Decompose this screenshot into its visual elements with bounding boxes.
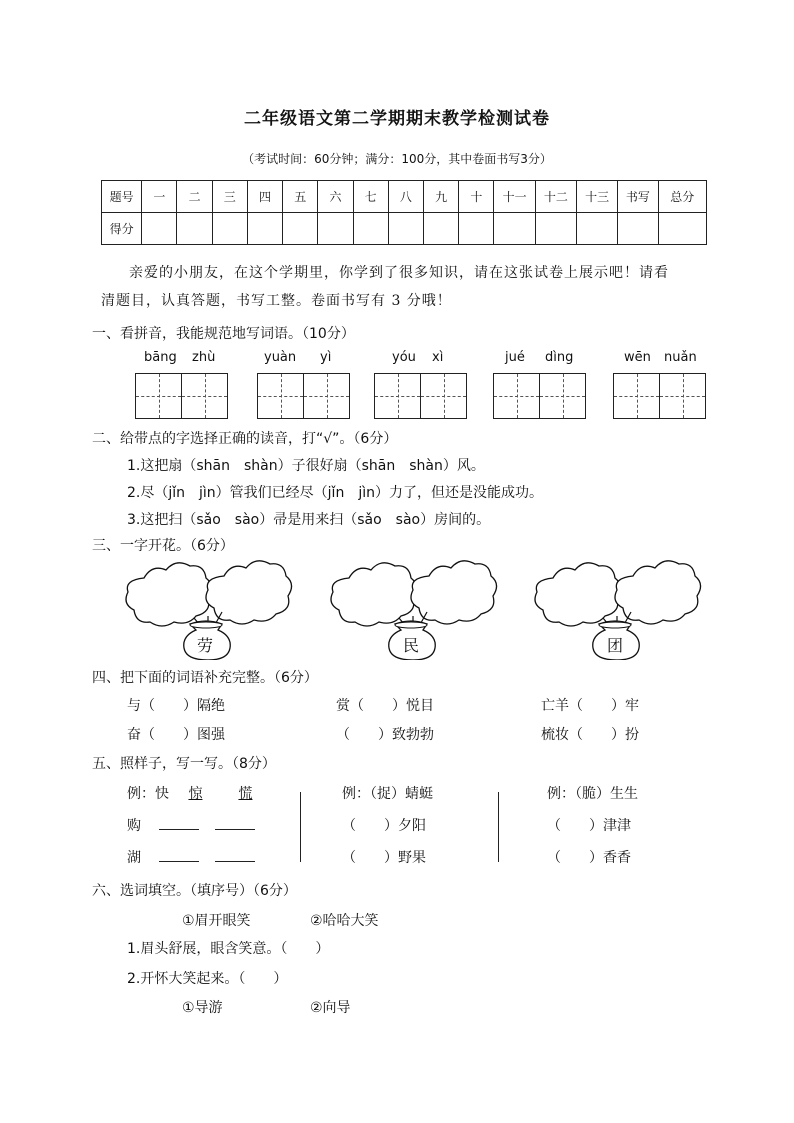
pinyin-5b: nuǎn xyxy=(664,350,697,365)
score-cell[interactable] xyxy=(618,213,658,245)
exercise-char: 湖 xyxy=(127,850,141,866)
flower-char-2: 民 xyxy=(403,636,420,655)
score-cell[interactable] xyxy=(353,213,388,245)
writing-grid[interactable] xyxy=(257,373,350,419)
fill-phrase: 赏（ ）悦目 xyxy=(336,698,434,714)
section-6-heading: 六、选词填空。（填序号）（6分） xyxy=(92,883,297,899)
option: ②向导 xyxy=(310,1000,351,1016)
answer-blank[interactable] xyxy=(215,847,255,862)
pinyin-2b: yì xyxy=(320,350,332,365)
score-header-cell: 十二 xyxy=(535,181,576,213)
pinyin-3b: xì xyxy=(432,350,444,365)
exercise-row: （ ）香香 xyxy=(547,850,631,866)
answer-blank[interactable] xyxy=(215,815,255,830)
answer-blank[interactable] xyxy=(159,847,199,862)
score-header-cell: 五 xyxy=(283,181,318,213)
section-5-heading: 五、照样子，写一写。（8分） xyxy=(92,756,276,772)
score-header-cell: 十三 xyxy=(576,181,617,213)
cloud-shape xyxy=(615,561,701,624)
fill-phrase: 亡羊（ ）牢 xyxy=(541,698,639,714)
score-cell[interactable] xyxy=(318,213,353,245)
score-header-cell: 二 xyxy=(177,181,212,213)
section-3-heading: 三、一字开花。（6分） xyxy=(92,538,234,554)
exercise-row xyxy=(127,815,255,835)
column-divider xyxy=(300,792,301,862)
example-1 xyxy=(127,783,265,803)
score-header-cell: 题号 xyxy=(102,181,142,213)
score-header-cell: 总分 xyxy=(658,181,706,213)
writing-grid[interactable] xyxy=(135,373,228,419)
score-cell[interactable] xyxy=(177,213,212,245)
pinyin-1b: zhù xyxy=(192,350,216,365)
option: ①眉开眼笑 xyxy=(182,913,251,929)
score-header-cell: 六 xyxy=(318,181,353,213)
score-header-cell: 四 xyxy=(247,181,282,213)
exercise-row: （ ）夕阳 xyxy=(342,818,426,834)
pinyin-3a: yóu xyxy=(392,350,416,365)
exercise-row: （ ）野果 xyxy=(342,850,426,866)
example-1-prefix: 例：快 xyxy=(127,786,169,802)
option: ②哈哈大笑 xyxy=(310,913,379,929)
score-value-row xyxy=(102,213,707,245)
example-2: 例：（捉）蜻蜓 xyxy=(342,786,433,802)
score-table xyxy=(101,180,707,245)
column-divider xyxy=(498,792,499,862)
writing-grid[interactable] xyxy=(374,373,467,419)
section-4-heading: 四、把下面的词语补充完整。（6分） xyxy=(92,670,318,686)
intro-line-2: 清题目，认真答题，书写工整。卷面书写有 3 分哦！ xyxy=(101,293,452,309)
score-cell[interactable] xyxy=(142,213,177,245)
fill-phrase: 奋（ ）图强 xyxy=(127,727,225,743)
cloud-shape xyxy=(331,563,417,626)
exercise-row: （ ）津津 xyxy=(547,818,631,834)
example-1-word-1: 惊 xyxy=(188,786,203,802)
score-cell[interactable] xyxy=(212,213,247,245)
writing-grid[interactable] xyxy=(493,373,586,419)
pinyin-4b: dìng xyxy=(545,350,574,365)
flower-char-1: 劳 xyxy=(197,636,214,655)
score-cell[interactable] xyxy=(247,213,282,245)
exam-info: （考试时间：60分钟；满分：100分，其中卷面书写3分） xyxy=(242,152,552,166)
exercise-char: 购 xyxy=(127,818,141,834)
score-cell[interactable] xyxy=(283,213,318,245)
question-line: 1.这把扇（shān shàn）子很好扇（shān shàn）风。 xyxy=(127,458,485,474)
cloud-shape xyxy=(126,563,212,626)
cloud-shape xyxy=(206,561,292,624)
example-1-word-2: 慌 xyxy=(238,786,253,802)
score-header-cell: 一 xyxy=(142,181,177,213)
score-row-label: 得分 xyxy=(102,213,142,245)
score-cell[interactable] xyxy=(535,213,576,245)
flower-diagram xyxy=(124,560,304,660)
score-header-cell: 十 xyxy=(459,181,494,213)
example-3: 例：（脆）生生 xyxy=(547,786,638,802)
question-line: 2.尽（jǐn jìn）管我们已经尽（jǐn jìn）力了，但还是没能成功。 xyxy=(127,485,543,501)
score-cell[interactable] xyxy=(658,213,706,245)
cloud-shape xyxy=(535,563,621,626)
score-cell[interactable] xyxy=(388,213,423,245)
page-title: 二年级语文第二学期期末教学检测试卷 xyxy=(244,109,550,129)
question-line: 2.开怀大笑起来。（ ） xyxy=(127,971,288,987)
score-cell[interactable] xyxy=(494,213,535,245)
score-cell[interactable] xyxy=(424,213,459,245)
pinyin-5a: wēn xyxy=(624,350,651,365)
section-2-heading: 二、给带点的字选择正确的读音，打“√”。（6分） xyxy=(92,431,398,447)
score-header-cell: 九 xyxy=(424,181,459,213)
score-cell[interactable] xyxy=(576,213,617,245)
fill-phrase: （ ）致勃勃 xyxy=(336,727,434,743)
score-cell[interactable] xyxy=(459,213,494,245)
question-line: 3.这把扫（sǎo sào）帚是用来扫（sǎo sào）房间的。 xyxy=(127,512,491,528)
pinyin-1a: bāng xyxy=(144,350,177,365)
option: ①导游 xyxy=(182,1000,223,1016)
flower-char-3: 团 xyxy=(607,636,624,655)
fill-phrase: 与（ ）隔绝 xyxy=(127,698,225,714)
section-1-heading: 一、看拼音，我能规范地写词语。（10分） xyxy=(92,326,355,342)
question-line: 1.眉头舒展，眼含笑意。（ ） xyxy=(127,941,330,957)
intro-line-1: 亲爱的小朋友，在这个学期里，你学到了很多知识，请在这张试卷上展示吧！请看 xyxy=(129,265,669,281)
score-header-cell: 八 xyxy=(388,181,423,213)
exercise-row xyxy=(127,847,255,867)
answer-blank[interactable] xyxy=(159,815,199,830)
score-header-cell: 三 xyxy=(212,181,247,213)
score-header-cell: 七 xyxy=(353,181,388,213)
score-header-cell: 十一 xyxy=(494,181,535,213)
pinyin-4a: jué xyxy=(505,350,525,365)
score-header-row xyxy=(102,181,707,213)
pinyin-2a: yuàn xyxy=(264,350,297,365)
cloud-shape xyxy=(411,561,497,624)
fill-phrase: 梳妆（ ）扮 xyxy=(541,727,639,743)
writing-grid[interactable] xyxy=(613,373,706,419)
score-header-cell: 书写 xyxy=(618,181,658,213)
